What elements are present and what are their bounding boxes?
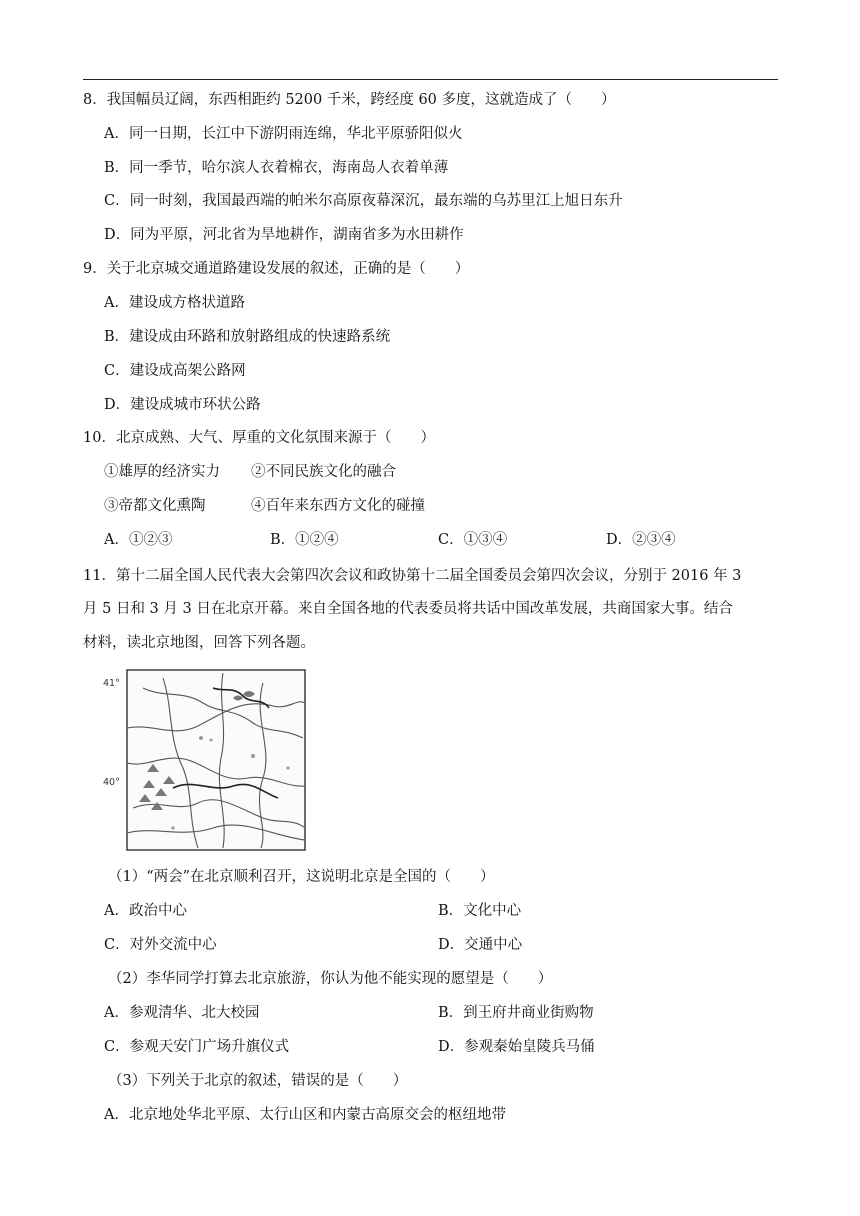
q11-stem-line-1: 11．第十二届全国人民代表大会第四次会议和政协第十二届全国委员会第四次会议，分别于 2016 年 3 bbox=[83, 568, 742, 584]
q8-option-a: A．同一日期，长江中下游阴雨连绵，华北平原骄阳似火 bbox=[104, 126, 463, 142]
q9-stem: 9．关于北京城交通道路建设发展的叙述，正确的是（ ） bbox=[83, 261, 470, 277]
q11-stem-line-3: 材料，读北京地图，回答下列各题。 bbox=[83, 635, 315, 651]
q10-stem: 10．北京成熟、大气、厚重的文化氛围来源于（ ） bbox=[83, 430, 435, 446]
q10-item-3: ③帝都文化熏陶 bbox=[104, 498, 206, 514]
q11-sub3-stem: （3）下列关于北京的叙述，错误的是（ ） bbox=[108, 1073, 408, 1089]
map-lat-40: 40° bbox=[103, 777, 120, 788]
q10-option-d: D．②③④ bbox=[606, 532, 676, 548]
q11-sub1-option-d: D．交通中心 bbox=[438, 937, 523, 953]
q9-option-d: D．建设成城市环状公路 bbox=[104, 397, 261, 413]
beijing-map bbox=[103, 668, 307, 852]
q9-option-a: A．建设成方格状道路 bbox=[104, 295, 245, 311]
q10-option-a: A．①②③ bbox=[104, 532, 173, 548]
q11-sub1-option-b: B．文化中心 bbox=[438, 903, 522, 919]
q11-sub2-option-d: D．参观秦始皇陵兵马俑 bbox=[438, 1039, 595, 1055]
q11-sub1-option-c: C．对外交流中心 bbox=[104, 937, 217, 953]
q10-item-2: ②不同民族文化的融合 bbox=[251, 464, 396, 480]
q11-stem-line-2: 月 5 日和 3 月 3 日在北京开幕。来自全国各地的代表委员将共话中国改革发展，共商国家大事。结合 bbox=[83, 601, 733, 617]
q10-item-1: ①雄厚的经济实力 bbox=[104, 464, 220, 480]
q11-sub1-stem: （1）“两会”在北京顺利召开，这说明北京是全国的（ ） bbox=[108, 869, 495, 885]
q8-option-b: B．同一季节，哈尔滨人衣着棉衣，海南岛人衣着单薄 bbox=[104, 160, 449, 176]
q11-sub1-option-a: A．政治中心 bbox=[104, 903, 187, 919]
q9-option-c: C．建设成高架公路网 bbox=[104, 363, 246, 379]
q10-item-4: ④百年来东西方文化的碰撞 bbox=[251, 498, 425, 514]
map-lat-41: 41° bbox=[103, 678, 120, 689]
q9-option-b: B．建设成由环路和放射路组成的快速路系统 bbox=[104, 329, 391, 345]
q11-sub2-option-b: B．到王府井商业街购物 bbox=[438, 1005, 594, 1021]
q11-sub2-option-c: C．参观天安门广场升旗仪式 bbox=[104, 1039, 290, 1055]
q10-option-c: C．①③④ bbox=[438, 532, 508, 548]
q11-sub3-option-a: A．北京地处华北平原、太行山区和内蒙古高原交会的枢纽地带 bbox=[104, 1107, 506, 1123]
q8-stem: 8．我国幅员辽阔，东西相距约 5200 千米，跨经度 60 多度，这就造成了（ ） bbox=[83, 92, 616, 108]
q10-option-b: B．①②④ bbox=[270, 532, 339, 548]
q8-option-d: D．同为平原，河北省为旱地耕作，湖南省多为水田耕作 bbox=[104, 227, 464, 243]
header-rule bbox=[83, 79, 778, 80]
q11-sub2-option-a: A．参观清华、北大校园 bbox=[104, 1005, 260, 1021]
q8-option-c: C．同一时刻，我国最西端的帕米尔高原夜幕深沉，最东端的乌苏里江上旭日东升 bbox=[104, 193, 623, 209]
q11-sub2-stem: （2）李华同学打算去北京旅游，你认为他不能实现的愿望是（ ） bbox=[108, 971, 553, 987]
